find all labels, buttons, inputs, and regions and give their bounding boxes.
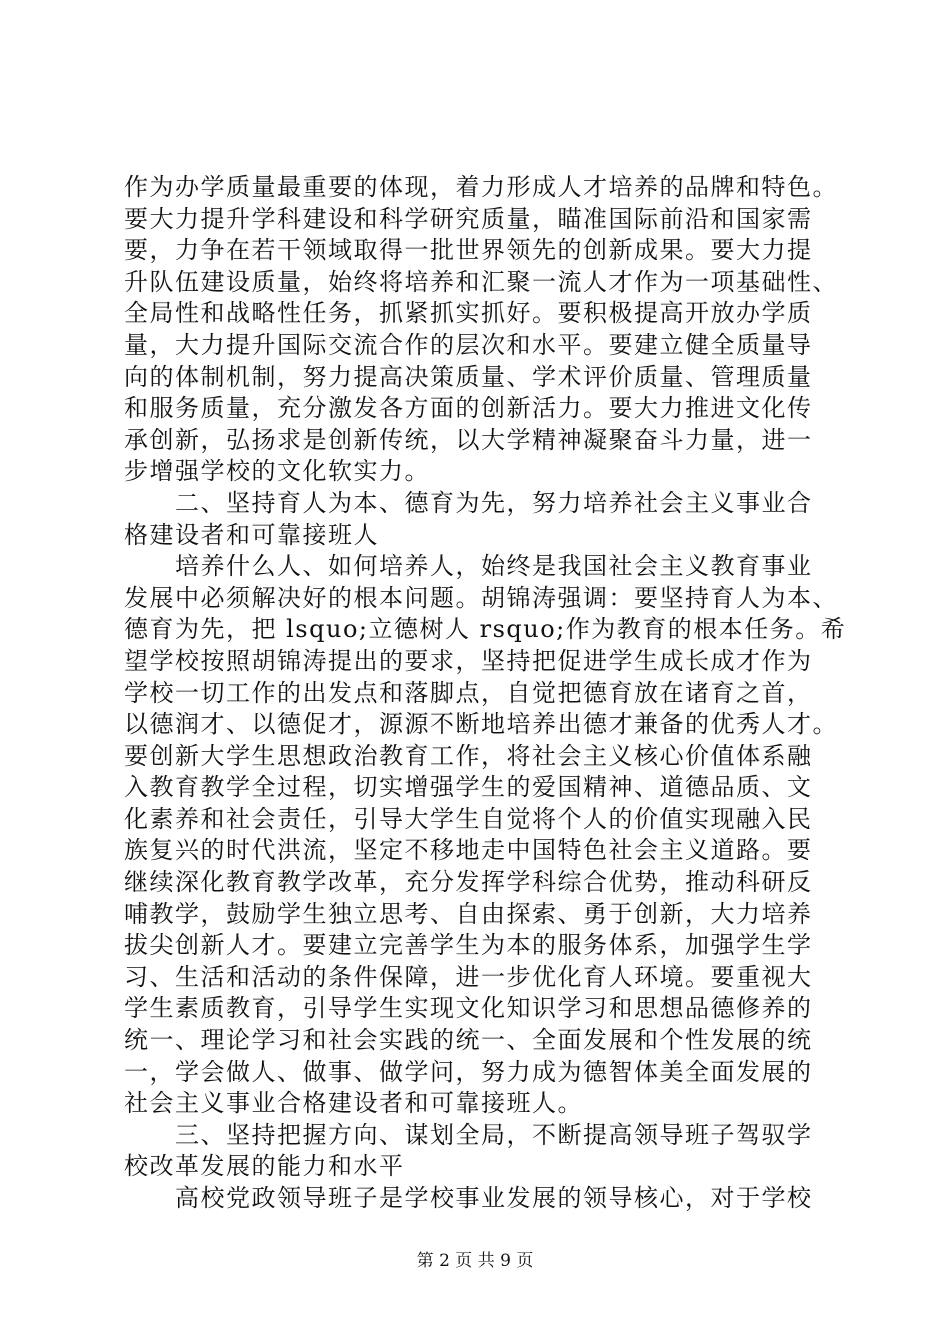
text-line: 作为办学质量最重要的体现，着力形成人才培养的品牌和特色。	[124, 173, 838, 201]
text-line: 三、坚持把握方向、谋划全局，不断提高领导班子驾驭学	[124, 1120, 813, 1149]
text-line: 继续深化教育教学改革，充分发挥学科综合优势，推动科研反	[124, 868, 813, 897]
text-line: 统一、理论学习和社会实践的统一、全面发展和个性发展的统	[124, 1026, 813, 1055]
text-line: 培养什么人、如何培养人，始终是我国社会主义教育事业	[124, 552, 813, 581]
text-line: 量，大力提升国际交流合作的层次和水平。要建立健全质量导	[124, 330, 813, 359]
text-line: 要，力争在若干领域取得一批世界领先的创新成果。要大力提	[124, 236, 813, 265]
text-line: 高校党政领导班子是学校事业发展的领导核心，对于学校	[124, 1184, 813, 1212]
text-line: 升队伍建设质量，始终将培养和汇聚一流人才作为一项基础性、	[124, 267, 838, 296]
text-line: 德育为先，把 lsquo;立德树人 rsquo;作为教育的根本任务。希	[124, 615, 847, 644]
text-line: 以德润才、以德促才，源源不断地培养出德才兼备的优秀人才。	[124, 710, 838, 739]
text-line: 向的体制机制，努力提高决策质量、学术评价质量、管理质量	[124, 362, 813, 391]
page-footer: 第 2 页 共 9 页	[416, 1251, 534, 1271]
text-line: 一，学会做人、做事、做学问，努力成为德智体美全面发展的	[124, 1057, 813, 1086]
text-line: 格建设者和可靠接班人	[124, 520, 379, 549]
text-line: 要大力提升学科建设和科学研究质量，瞄准国际前沿和国家需	[124, 204, 813, 233]
text-line: 发展中必须解决好的根本问题。胡锦涛强调：要坚持育人为本、	[124, 583, 838, 612]
text-line: 二、坚持育人为本、德育为先，努力培养社会主义事业合	[124, 488, 813, 517]
text-line: 哺教学，鼓励学生独立思考、自由探索、勇于创新，大力培养	[124, 899, 813, 928]
text-line: 要创新大学生思想政治教育工作，将社会主义核心价值体系融	[124, 741, 813, 770]
text-line: 化素养和社会责任，引导大学生自觉将个人的价值实现融入民	[124, 804, 813, 833]
text-line: 望学校按照胡锦涛提出的要求，坚持把促进学生成长成才作为	[124, 646, 813, 675]
text-line: 入教育教学全过程，切实增强学生的爱国精神、道德品质、文	[124, 773, 813, 802]
text-line: 学校一切工作的出发点和落脚点，自觉把德育放在诸育之首，	[124, 678, 813, 707]
text-line: 社会主义事业合格建设者和可靠接班人。	[124, 1089, 583, 1118]
text-line: 校改革发展的能力和水平	[124, 1152, 405, 1181]
text-line: 拔尖创新人才。要建立完善学生为本的服务体系，加强学生学	[124, 931, 813, 960]
text-line: 习、生活和活动的条件保障，进一步优化育人环境。要重视大	[124, 962, 813, 991]
text-line: 全局性和战略性任务，抓紧抓实抓好。要积极提高开放办学质	[124, 299, 813, 328]
body-text	[124, 172, 847, 1215]
text-line: 步增强学校的文化软实力。	[124, 457, 430, 486]
text-line: 学生素质教育，引导学生实现文化知识学习和思想品德修养的	[124, 994, 813, 1023]
text-line: 承创新，弘扬求是创新传统，以大学精神凝聚奋斗力量，进一	[124, 425, 813, 454]
text-line: 族复兴的时代洪流，坚定不移地走中国特色社会主义道路。要	[124, 836, 813, 865]
text-line: 和服务质量，充分激发各方面的创新活力。要大力推进文化传	[124, 394, 813, 423]
